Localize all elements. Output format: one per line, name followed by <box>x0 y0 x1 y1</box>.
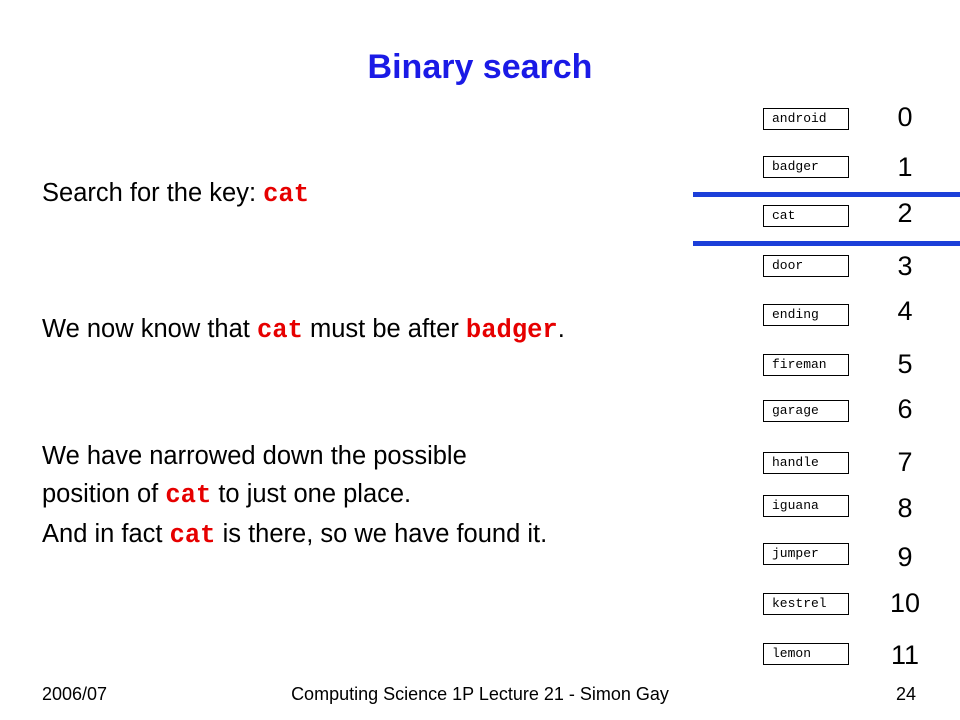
line2-badger-code: badger <box>465 316 558 345</box>
array-cell: garage <box>763 400 849 422</box>
line2-text-c: . <box>557 315 565 343</box>
found-line <box>42 518 547 552</box>
position-line <box>42 478 411 512</box>
array-cell: lemon <box>763 643 849 665</box>
array-cell: door <box>763 255 849 277</box>
array-index: 3 <box>897 251 913 281</box>
array-index: 0 <box>897 102 913 132</box>
array-cell: fireman <box>763 354 849 376</box>
line2-text-b: must be after <box>302 315 466 343</box>
after-badger-line <box>42 313 565 347</box>
slide-title: Binary search <box>367 48 593 86</box>
search-prefix-text: Search for the key: <box>42 179 264 207</box>
array-cell: android <box>763 108 849 130</box>
footer-course: Computing Science 1P Lecture 21 - Simon Gay <box>291 684 669 704</box>
line4-text-b: to just one place. <box>211 480 412 508</box>
footer-year: 2006/07 <box>42 684 108 704</box>
array-index: 7 <box>897 447 913 477</box>
line2-key-code: cat <box>256 316 303 345</box>
array-index: 10 <box>889 588 921 618</box>
line5-text-a: And in fact <box>42 520 170 548</box>
array-cell: iguana <box>763 495 849 517</box>
array-index: 1 <box>897 152 913 182</box>
array-index: 2 <box>897 198 913 228</box>
array-cell: jumper <box>763 543 849 565</box>
footer-page-number: 24 <box>896 684 917 704</box>
line5-key-code: cat <box>169 521 216 550</box>
array-cell: kestrel <box>763 593 849 615</box>
array-cell: handle <box>763 452 849 474</box>
line2-text-a: We now know that <box>42 315 257 343</box>
array-index: 9 <box>897 542 913 572</box>
array-index: 4 <box>897 296 913 326</box>
search-key-line <box>42 177 309 211</box>
upper-bound-line <box>693 241 960 246</box>
array-index: 6 <box>897 394 913 424</box>
array-cell: badger <box>763 156 849 178</box>
lower-bound-line <box>693 192 960 197</box>
array-index: 11 <box>890 640 920 670</box>
narrowed-line: We have narrowed down the possible <box>42 442 467 470</box>
search-key-code: cat <box>263 180 310 209</box>
array-cell: cat <box>763 205 849 227</box>
line4-text-a: position of <box>42 480 166 508</box>
array-index: 5 <box>897 349 913 379</box>
array-index: 8 <box>897 493 913 523</box>
line5-text-b: is there, so we have found it. <box>215 520 548 548</box>
array-cell: ending <box>763 304 849 326</box>
line4-key-code: cat <box>165 481 212 510</box>
